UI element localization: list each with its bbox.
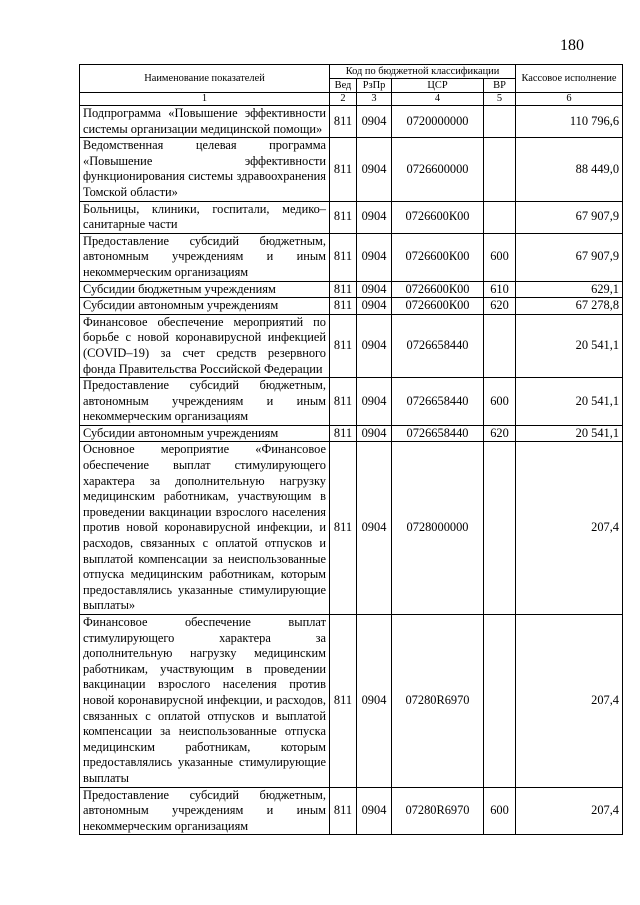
row-name: Предоставление субсидий бюджетным, автономным учреждениям и иным некоммерческим организациям <box>80 233 330 281</box>
header-name: Наименование показателей <box>80 65 330 93</box>
row-amount: 207,4 <box>516 615 623 788</box>
row-vr: 600 <box>484 787 516 835</box>
row-rzpr: 0904 <box>357 201 392 233</box>
col-num: 4 <box>392 93 484 106</box>
table-row <box>80 201 623 233</box>
row-ved: 811 <box>330 425 357 442</box>
row-csr: 0726600К00 <box>392 281 484 298</box>
col-num: 2 <box>330 93 357 106</box>
col-num: 3 <box>357 93 392 106</box>
table-row <box>80 233 623 281</box>
row-csr: 07280R6970 <box>392 615 484 788</box>
row-amount: 67 907,9 <box>516 233 623 281</box>
row-vr <box>484 615 516 788</box>
row-csr: 07280R6970 <box>392 787 484 835</box>
row-vr <box>484 138 516 201</box>
header-csr: ЦСР <box>392 79 484 93</box>
table-row <box>80 425 623 442</box>
row-csr: 0726600К00 <box>392 201 484 233</box>
header-exec: Кассовое исполнение <box>516 65 623 93</box>
row-amount: 629,1 <box>516 281 623 298</box>
col-num: 5 <box>484 93 516 106</box>
table-row <box>80 378 623 426</box>
row-csr: 0726658440 <box>392 425 484 442</box>
row-vr: 610 <box>484 281 516 298</box>
row-vr <box>484 314 516 377</box>
row-ved: 811 <box>330 138 357 201</box>
row-ved: 811 <box>330 233 357 281</box>
row-ved: 811 <box>330 314 357 377</box>
row-name: Финансовое обеспечение выплат стимулирующего характера за дополнительную нагрузку медицинским работникам, участвующим в проведении вакцинации взрослого населения против новой коронавирусной инфекции, и расходов, связанных с оплатой отпусков и выплатой компенсации за неиспользованные отпуска медицинским работникам, которым предоставлялись указанные стимулирующие выплаты <box>80 615 330 788</box>
row-rzpr: 0904 <box>357 233 392 281</box>
row-amount: 67 278,8 <box>516 298 623 315</box>
row-amount: 207,4 <box>516 787 623 835</box>
row-rzpr: 0904 <box>357 298 392 315</box>
row-ved: 811 <box>330 378 357 426</box>
col-num: 1 <box>80 93 330 106</box>
row-amount: 67 907,9 <box>516 201 623 233</box>
row-csr: 0726658440 <box>392 378 484 426</box>
row-rzpr: 0904 <box>357 281 392 298</box>
table-row <box>80 314 623 377</box>
row-rzpr: 0904 <box>357 378 392 426</box>
row-csr: 0720000000 <box>392 106 484 138</box>
row-name: Предоставление субсидий бюджетным, автономным учреждениям и иным некоммерческим организациям <box>80 787 330 835</box>
row-amount: 20 541,1 <box>516 378 623 426</box>
row-rzpr: 0904 <box>357 138 392 201</box>
row-amount: 20 541,1 <box>516 314 623 377</box>
row-ved: 811 <box>330 298 357 315</box>
table-row <box>80 787 623 835</box>
header-vr: ВР <box>484 79 516 93</box>
row-rzpr: 0904 <box>357 615 392 788</box>
row-ved: 811 <box>330 615 357 788</box>
row-vr: 600 <box>484 233 516 281</box>
row-name: Подпрограмма «Повышение эффективности системы организации медицинской помощи» <box>80 106 330 138</box>
row-csr: 0726600000 <box>392 138 484 201</box>
table-row <box>80 442 623 615</box>
row-name: Субсидии бюджетным учреждениям <box>80 281 330 298</box>
col-num: 6 <box>516 93 623 106</box>
table-row <box>80 138 623 201</box>
row-rzpr: 0904 <box>357 106 392 138</box>
row-vr: 620 <box>484 425 516 442</box>
row-name: Больницы, клиники, госпитали, медико–санитарные части <box>80 201 330 233</box>
row-ved: 811 <box>330 201 357 233</box>
row-name: Субсидии автономным учреждениям <box>80 425 330 442</box>
table-row <box>80 298 623 315</box>
row-name: Финансовое обеспечение мероприятий по борьбе с новой коронавирусной инфекцией (COVID–19) за счет средств резервного фонда Правительства Российской Федерации <box>80 314 330 377</box>
row-rzpr: 0904 <box>357 425 392 442</box>
row-ved: 811 <box>330 787 357 835</box>
table-row <box>80 106 623 138</box>
row-name: Ведомственная целевая программа «Повышение эффективности функционирования системы здравоохранения Томской области» <box>80 138 330 201</box>
table-row <box>80 281 623 298</box>
row-amount: 207,4 <box>516 442 623 615</box>
row-vr <box>484 442 516 615</box>
row-rzpr: 0904 <box>357 787 392 835</box>
row-ved: 811 <box>330 106 357 138</box>
header-ved: Вед <box>330 79 357 93</box>
row-csr: 0726658440 <box>392 314 484 377</box>
row-amount: 110 796,6 <box>516 106 623 138</box>
budget-execution-table <box>79 64 623 835</box>
row-vr: 620 <box>484 298 516 315</box>
row-amount: 20 541,1 <box>516 425 623 442</box>
row-amount: 88 449,0 <box>516 138 623 201</box>
row-name: Субсидии автономным учреждениям <box>80 298 330 315</box>
row-ved: 811 <box>330 442 357 615</box>
row-vr <box>484 106 516 138</box>
row-name: Основное мероприятие «Финансовое обеспечение выплат стимулирующего характера за дополнительную нагрузку медицинским работникам, участвующим в проведении вакцинации взрослого населения против новой коронавирусной инфекции, и расходов, связанных с оплатой отпусков и выплатой компенсации за неиспользованные отпуска медицинским работникам, которым предоставлялись указанные стимулирующие выплаты» <box>80 442 330 615</box>
row-vr <box>484 201 516 233</box>
row-vr: 600 <box>484 378 516 426</box>
row-rzpr: 0904 <box>357 442 392 615</box>
row-rzpr: 0904 <box>357 314 392 377</box>
page-number: 180 <box>560 37 584 54</box>
row-name: Предоставление субсидий бюджетным, автономным учреждениям и иным некоммерческим организациям <box>80 378 330 426</box>
row-csr: 0726600К00 <box>392 298 484 315</box>
table-row <box>80 615 623 788</box>
row-csr: 0728000000 <box>392 442 484 615</box>
header-code-group: Код по бюджетной классификации <box>330 65 516 79</box>
row-ved: 811 <box>330 281 357 298</box>
header-rzpr: РзПр <box>357 79 392 93</box>
row-csr: 0726600К00 <box>392 233 484 281</box>
